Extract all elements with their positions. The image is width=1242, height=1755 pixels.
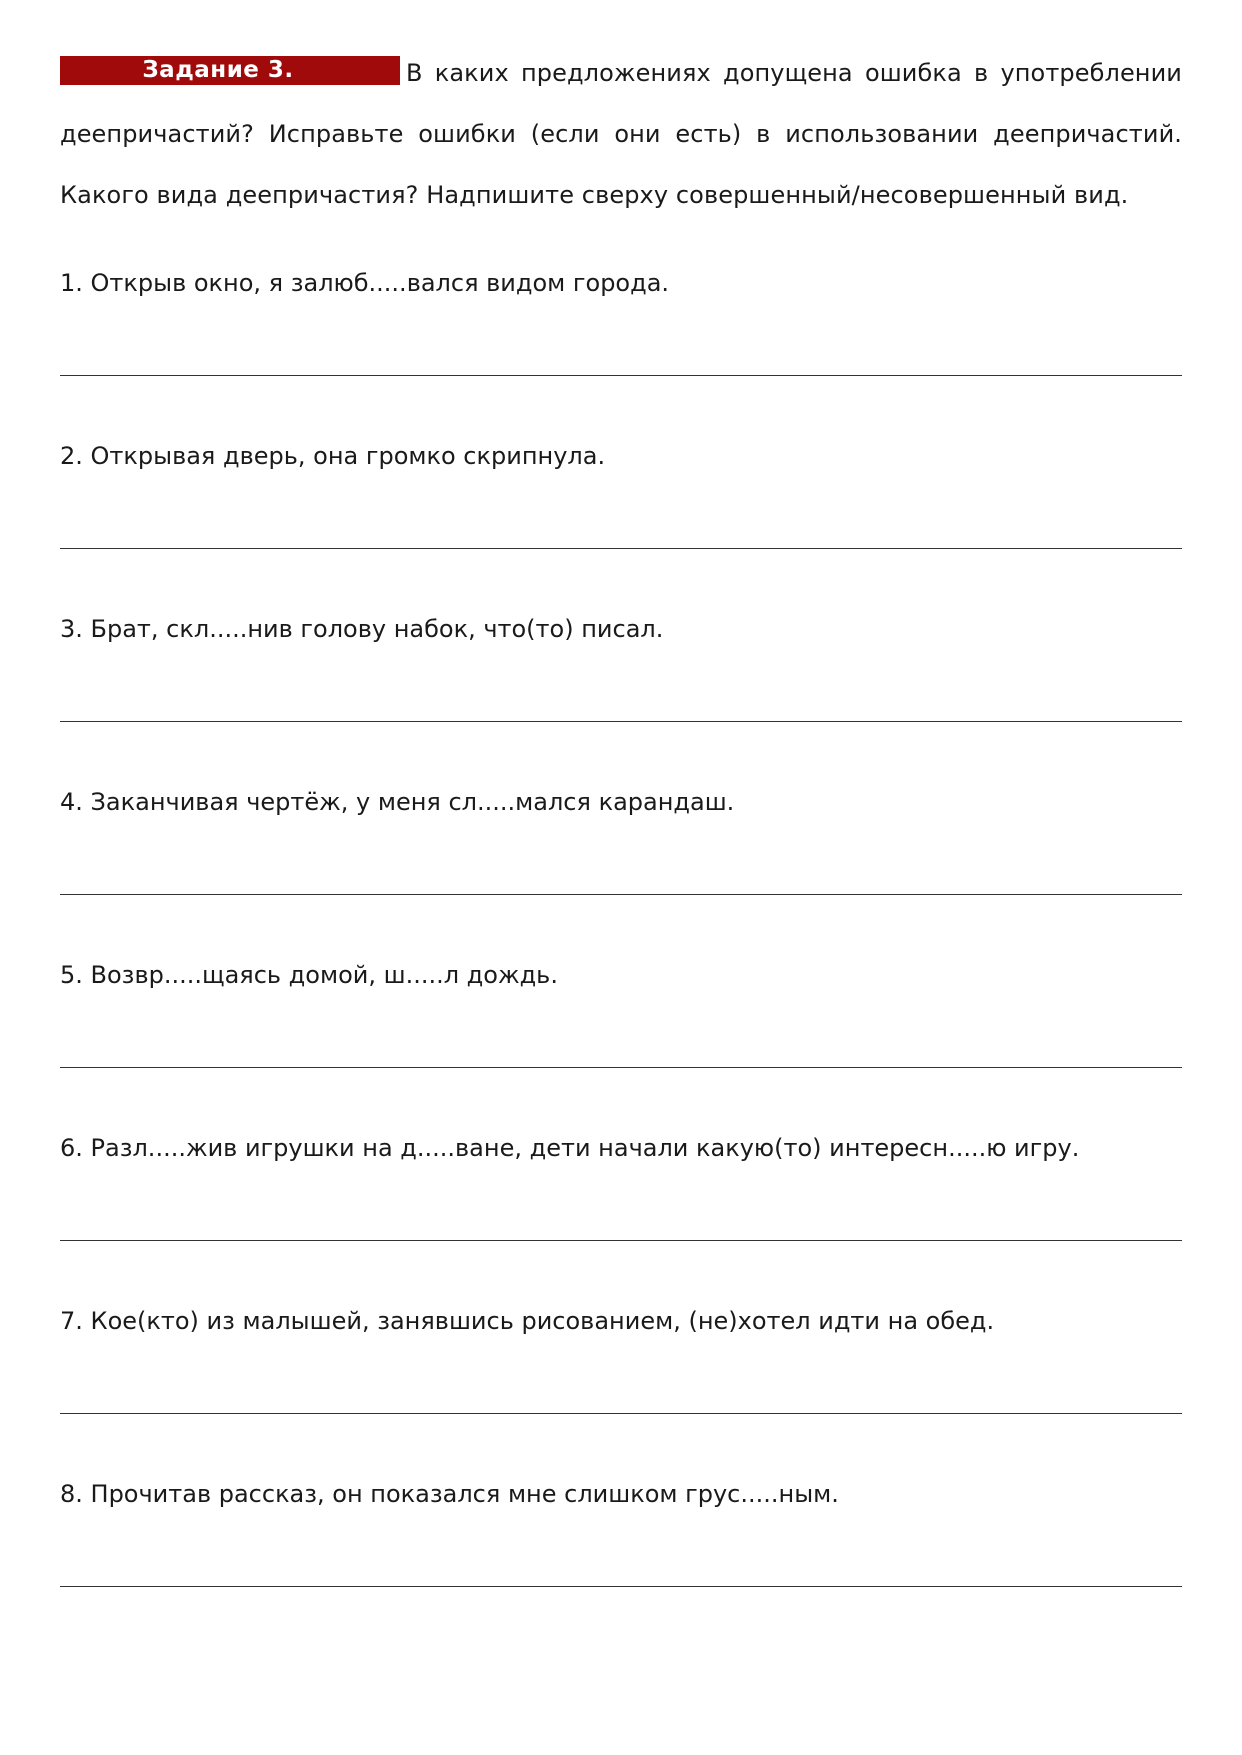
task-instruction: В каких предложениях допущена ошибка в употреблении деепричастий? Исправьте ошибки (если они есть) в использовании деепричастий. Какого вида деепричастия? Надпишите сверху совершенный/несовершенный вид. <box>60 59 1182 209</box>
answer-line[interactable] <box>60 1067 1182 1068</box>
exercise-sentence: 6. Разл.....жив игрушки на д.....ване, дети начали какую(то) интересн.....ю игру. <box>60 1134 1080 1162</box>
exercise-sentence: 5. Возвр.....щаясь домой, ш.....л дождь. <box>60 961 558 989</box>
exercise-item <box>60 1476 1182 1649</box>
task-badge-label: Задание 3. <box>142 57 294 83</box>
exercise-sentence: 7. Кое(кто) из малышей, занявшись рисованием, (не)хотел идти на обед. <box>60 1307 995 1335</box>
answer-line[interactable] <box>60 1240 1182 1241</box>
exercise-list <box>60 265 1182 1649</box>
worksheet-page <box>60 0 1182 1755</box>
exercise-sentence: 1. Открыв окно, я залюб.....вался видом города. <box>60 269 670 297</box>
task-header <box>60 43 1182 226</box>
answer-line[interactable] <box>60 1586 1182 1587</box>
answer-line[interactable] <box>60 548 1182 549</box>
exercise-item <box>60 957 1182 1130</box>
exercise-item <box>60 1130 1182 1303</box>
answer-line[interactable] <box>60 375 1182 376</box>
answer-line[interactable] <box>60 1413 1182 1414</box>
exercise-sentence: 3. Брат, скл.....нив голову набок, что(то) писал. <box>60 615 664 643</box>
exercise-item <box>60 784 1182 957</box>
answer-line[interactable] <box>60 894 1182 895</box>
exercise-sentence: 8. Прочитав рассказ, он показался мне слишком грус.....ным. <box>60 1480 839 1508</box>
answer-line[interactable] <box>60 721 1182 722</box>
exercise-item <box>60 438 1182 611</box>
task-badge <box>60 56 400 85</box>
exercise-item <box>60 265 1182 438</box>
exercise-item <box>60 1303 1182 1476</box>
exercise-sentence: 2. Открывая дверь, она громко скрипнула. <box>60 442 606 470</box>
exercise-sentence: 4. Заканчивая чертёж, у меня сл.....мался карандаш. <box>60 788 735 816</box>
exercise-item <box>60 611 1182 784</box>
